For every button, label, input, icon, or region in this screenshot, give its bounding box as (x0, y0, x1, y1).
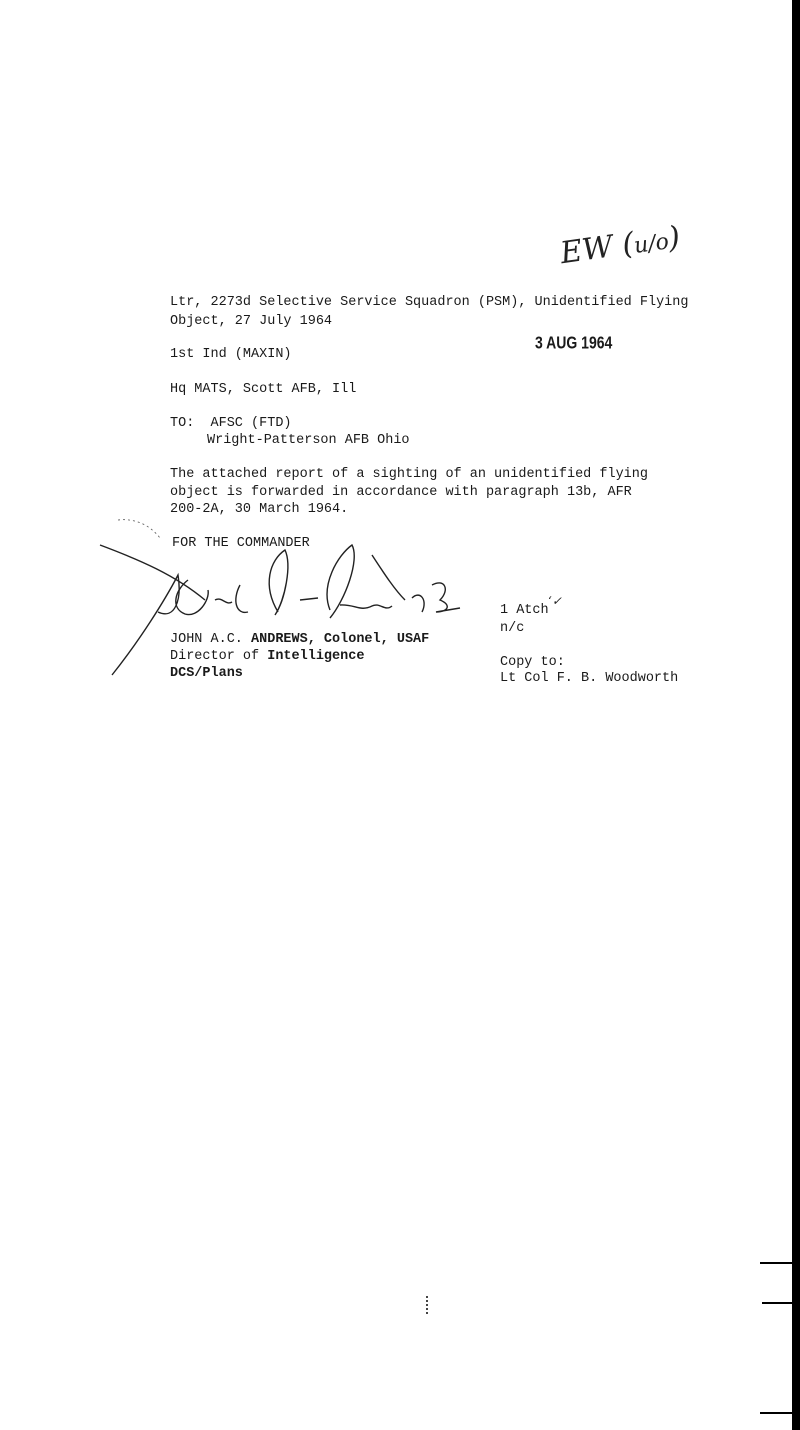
scan-edge-mark (760, 1412, 800, 1414)
scan-edge-mark (762, 1302, 800, 1304)
body-line-2: object is forwarded in accordance with paragraph 13b, AFR (170, 485, 632, 500)
body-line-3: 200-2A, 30 March 1964. (170, 502, 349, 517)
reference-line-2: Object, 27 July 1964 (170, 314, 333, 329)
for-the-commander: FOR THE COMMANDER (172, 536, 310, 551)
scan-edge-mark (760, 1262, 800, 1264)
copy-to-recipient: Lt Col F. B. Woodworth (500, 671, 679, 686)
attachment-line: 1 Atch (500, 603, 549, 618)
signer-title: Director of Intelligence (170, 649, 365, 664)
indorsement-line: 1st Ind (MAXIN) (170, 347, 292, 362)
attachment-note: n/c (500, 621, 525, 636)
date-stamp: 3 AUG 1964 (535, 332, 613, 352)
signer-office: DCS/Plans (170, 666, 243, 681)
scan-speck (426, 1296, 430, 1314)
scan-edge-border (792, 0, 800, 1430)
attachment-checkmark: ʻ✓ (548, 594, 562, 608)
body-line-1: The attached report of a sighting of an unidentified flying (170, 467, 648, 482)
headquarters-line: Hq MATS, Scott AFB, Ill (170, 382, 357, 397)
reference-line-1: Ltr, 2273d Selective Service Squadron (PSM), Unidentified Flying (170, 295, 689, 310)
handwritten-note: EW (u/o) (558, 219, 683, 272)
addressee-to: TO: AFSC (FTD) (170, 416, 292, 431)
copy-to-label: Copy to: (500, 655, 565, 670)
addressee-location: Wright-Patterson AFB Ohio (207, 433, 410, 448)
signer-name: JOHN A.C. ANDREWS, Colonel, USAF (170, 632, 430, 647)
